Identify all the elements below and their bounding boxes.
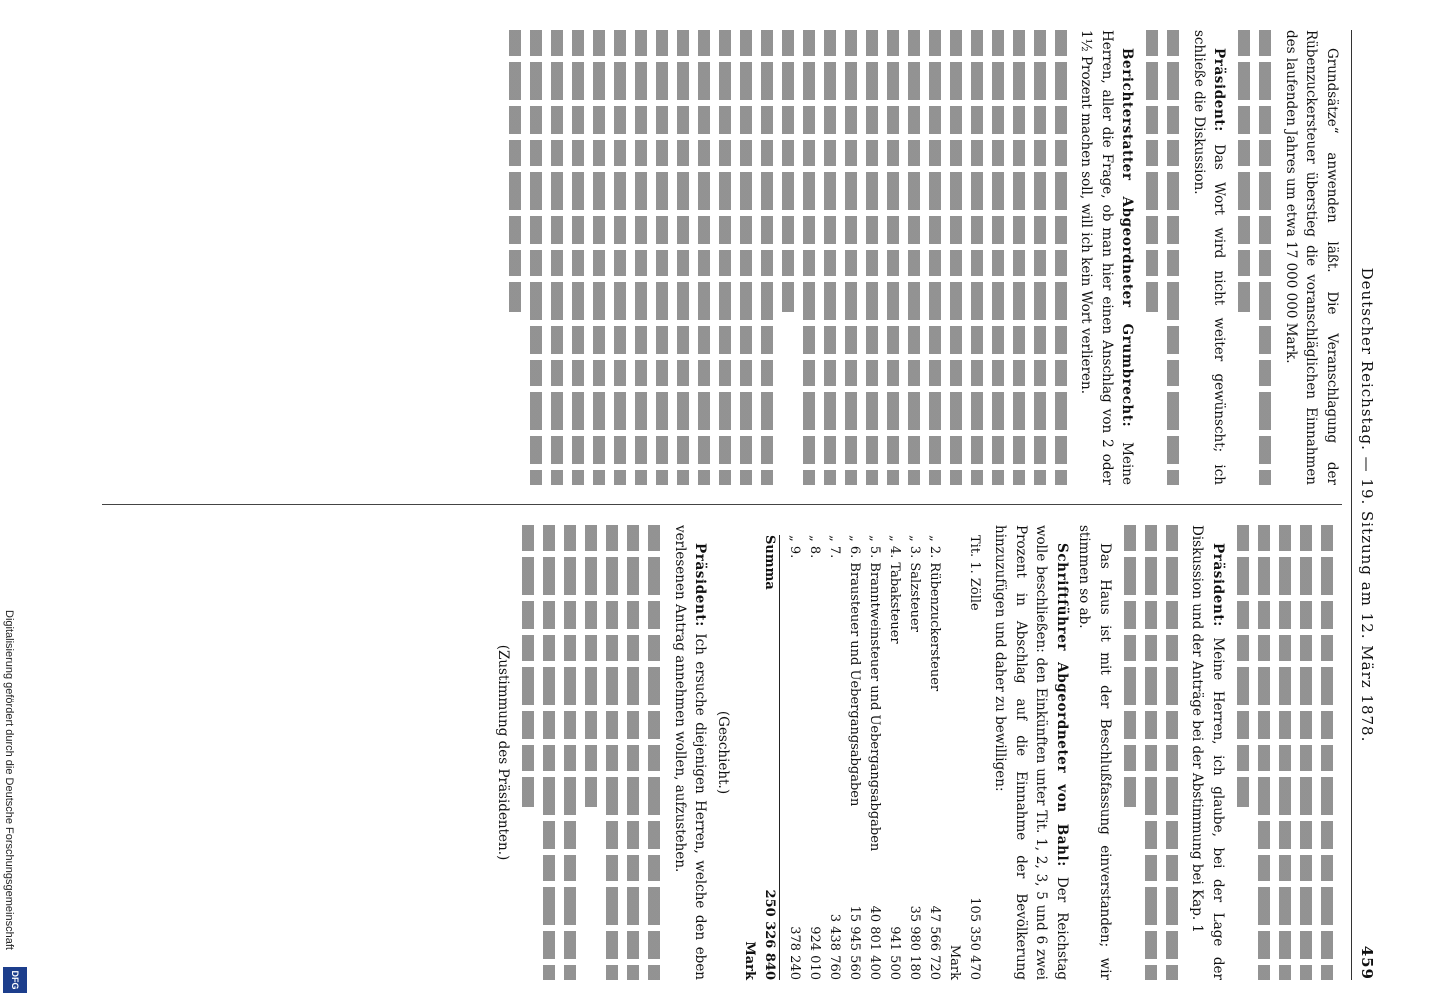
row-value: 924 010	[807, 926, 822, 980]
text-line	[1260, 30, 1272, 485]
text-line	[628, 525, 640, 980]
text-line	[761, 30, 773, 485]
text-line	[845, 30, 857, 485]
table-row	[904, 535, 924, 980]
text-line	[1124, 525, 1136, 807]
text-line	[698, 30, 710, 485]
text-line	[1258, 525, 1270, 980]
text-line	[607, 525, 619, 980]
speech-paragraph	[1189, 30, 1230, 485]
text-line	[740, 30, 752, 485]
text-line	[1321, 525, 1333, 980]
printed-page	[80, 30, 1380, 980]
row-value: 3 438 760	[827, 913, 842, 980]
row-label: Tit. 1. Zölle	[967, 535, 982, 611]
text-line	[803, 30, 815, 485]
aside-note: (Geschieht.)	[715, 710, 731, 795]
text-line	[593, 30, 605, 485]
text-line	[1166, 525, 1178, 980]
speaker-name: Schriftführer Abgeordneter von Bahl:	[1054, 543, 1070, 867]
text-line	[614, 30, 626, 485]
speaker-name: Präsident:	[1211, 48, 1228, 132]
text-line	[551, 30, 563, 485]
text-line	[1055, 30, 1067, 485]
speaker-name: Präsident:	[1210, 543, 1226, 627]
table-row	[884, 535, 904, 980]
text-line	[719, 30, 731, 485]
text-line	[635, 30, 647, 485]
row-value: 47 566 720	[927, 905, 942, 980]
speaker-name: Berichterstatter Abgeordneter Grumbrecht:	[1119, 48, 1136, 428]
text-line	[1279, 525, 1291, 980]
row-label: „ 6. Brausteuer und Uebergangsabgaben	[847, 535, 862, 807]
text-line	[1147, 30, 1159, 312]
budget-table	[739, 535, 984, 980]
decision-line: Das Haus ist mit der Beschlußfassung einverstanden; wir stimmen so ab.	[1076, 525, 1113, 980]
right-column	[491, 525, 1342, 980]
text-line	[1145, 525, 1157, 980]
table-row	[864, 535, 884, 980]
speech-paragraph	[1187, 525, 1228, 980]
text-line	[887, 30, 899, 485]
table-row	[944, 535, 984, 980]
row-value: 378 240	[787, 926, 802, 980]
dfg-logo-icon: DFG	[3, 967, 27, 993]
running-head-title: Deutscher Reichstag. — 19. Sitzung am 12. März 1878.	[1358, 267, 1376, 743]
row-label: „ 7.	[827, 535, 842, 559]
total-label: Summa	[762, 535, 777, 590]
text-line	[656, 30, 668, 485]
row-label: „ 4. Tabaksteuer	[887, 535, 902, 644]
speech-text: Der Reichstag wolle beschließen: den Einkünften unter Tit. 1, 2, 3, 5 und 6 zwei Prozent in Abschlag auf die Einnahme der Bevölkerung hinzuzufügen und daher zu bewilligen:	[992, 525, 1070, 981]
text-line	[929, 30, 941, 485]
row-value: 105 350 470 Mark	[947, 897, 982, 980]
table-row	[924, 535, 944, 980]
text-line	[1300, 525, 1312, 980]
speech-text: Das Wort wird nicht weiter gewünscht; ich schließe die Diskussion.	[1191, 30, 1228, 485]
closing-note: (Zustimmung des Präsidenten.)	[495, 644, 512, 861]
row-label: „ 3. Salzsteuer	[907, 535, 922, 632]
table-row	[844, 535, 864, 980]
row-value: 35 980 180	[907, 905, 922, 980]
table-row	[784, 535, 804, 980]
text-line	[782, 30, 794, 312]
text-line	[509, 30, 521, 312]
opening-paragraph: Grundsätze“ anwenden läßt. Die Veranschlagung der Rübenzuckersteuer überstieg die voranschläglichen Einnahmen des laufenden Jahres um etwa 17 000 000 Mark.	[1283, 30, 1340, 485]
credit-text: Digitalisierung gefördert durch die Deutsche Forschungsgemeinschaft	[3, 610, 15, 950]
row-label: „ 8.	[807, 535, 822, 559]
text-line	[866, 30, 878, 485]
text-line	[544, 525, 556, 980]
digitization-credit	[0, 0, 30, 1000]
text-line	[1034, 30, 1046, 485]
text-line	[950, 30, 962, 485]
text-line	[1013, 30, 1025, 485]
text-line	[1239, 30, 1251, 312]
running-head	[1351, 30, 1380, 980]
speech-paragraph	[990, 525, 1072, 980]
text-line	[530, 30, 542, 485]
row-value: 40 801 400	[867, 905, 882, 980]
text-line	[971, 30, 983, 485]
table-total-row	[739, 535, 780, 980]
page-number: 459	[1358, 945, 1376, 980]
text-line	[677, 30, 689, 485]
row-value: 15 945 560	[847, 905, 862, 980]
text-line	[565, 525, 577, 980]
speech-paragraph	[1076, 30, 1138, 485]
row-value: 941 500	[887, 926, 902, 980]
speech-text: Meine Herren, aller die Frage, ob man hier einen Anschlag von 2 oder 1½ Prozent machen soll, will ich kein Wort verlieren.	[1078, 30, 1136, 485]
text-line	[523, 525, 535, 807]
column-divider	[102, 504, 1342, 505]
speaker-name: Präsident:	[692, 543, 709, 627]
row-label: „ 9.	[787, 535, 802, 559]
total-value: 250 326 840 Mark	[742, 889, 777, 980]
text-line	[586, 525, 598, 807]
table-row	[824, 535, 844, 980]
text-line	[1237, 525, 1249, 807]
row-label: „ 5. Branntweinsteuer und Uebergangsabgaben	[867, 535, 882, 852]
speech-text: Ich ersuche diejenigen Herren, welche den eben verlesenen Antrag annehmen wollen, aufzustehen.	[672, 525, 709, 981]
text-line	[824, 30, 836, 485]
text-line	[908, 30, 920, 485]
left-column	[500, 30, 1342, 485]
speech-text: Meine Herren, ich glaube, bei der Lage der Diskussion und der Anträge bei der Abstimmung bei Kap. 1	[1189, 525, 1226, 980]
text-line	[572, 30, 584, 485]
table-row	[804, 535, 824, 980]
speech-paragraph	[670, 525, 711, 980]
text-line	[1168, 30, 1180, 485]
text-line	[992, 30, 1004, 485]
text-line	[649, 525, 661, 980]
row-label: „ 2. Rübenzuckersteuer	[927, 535, 942, 692]
